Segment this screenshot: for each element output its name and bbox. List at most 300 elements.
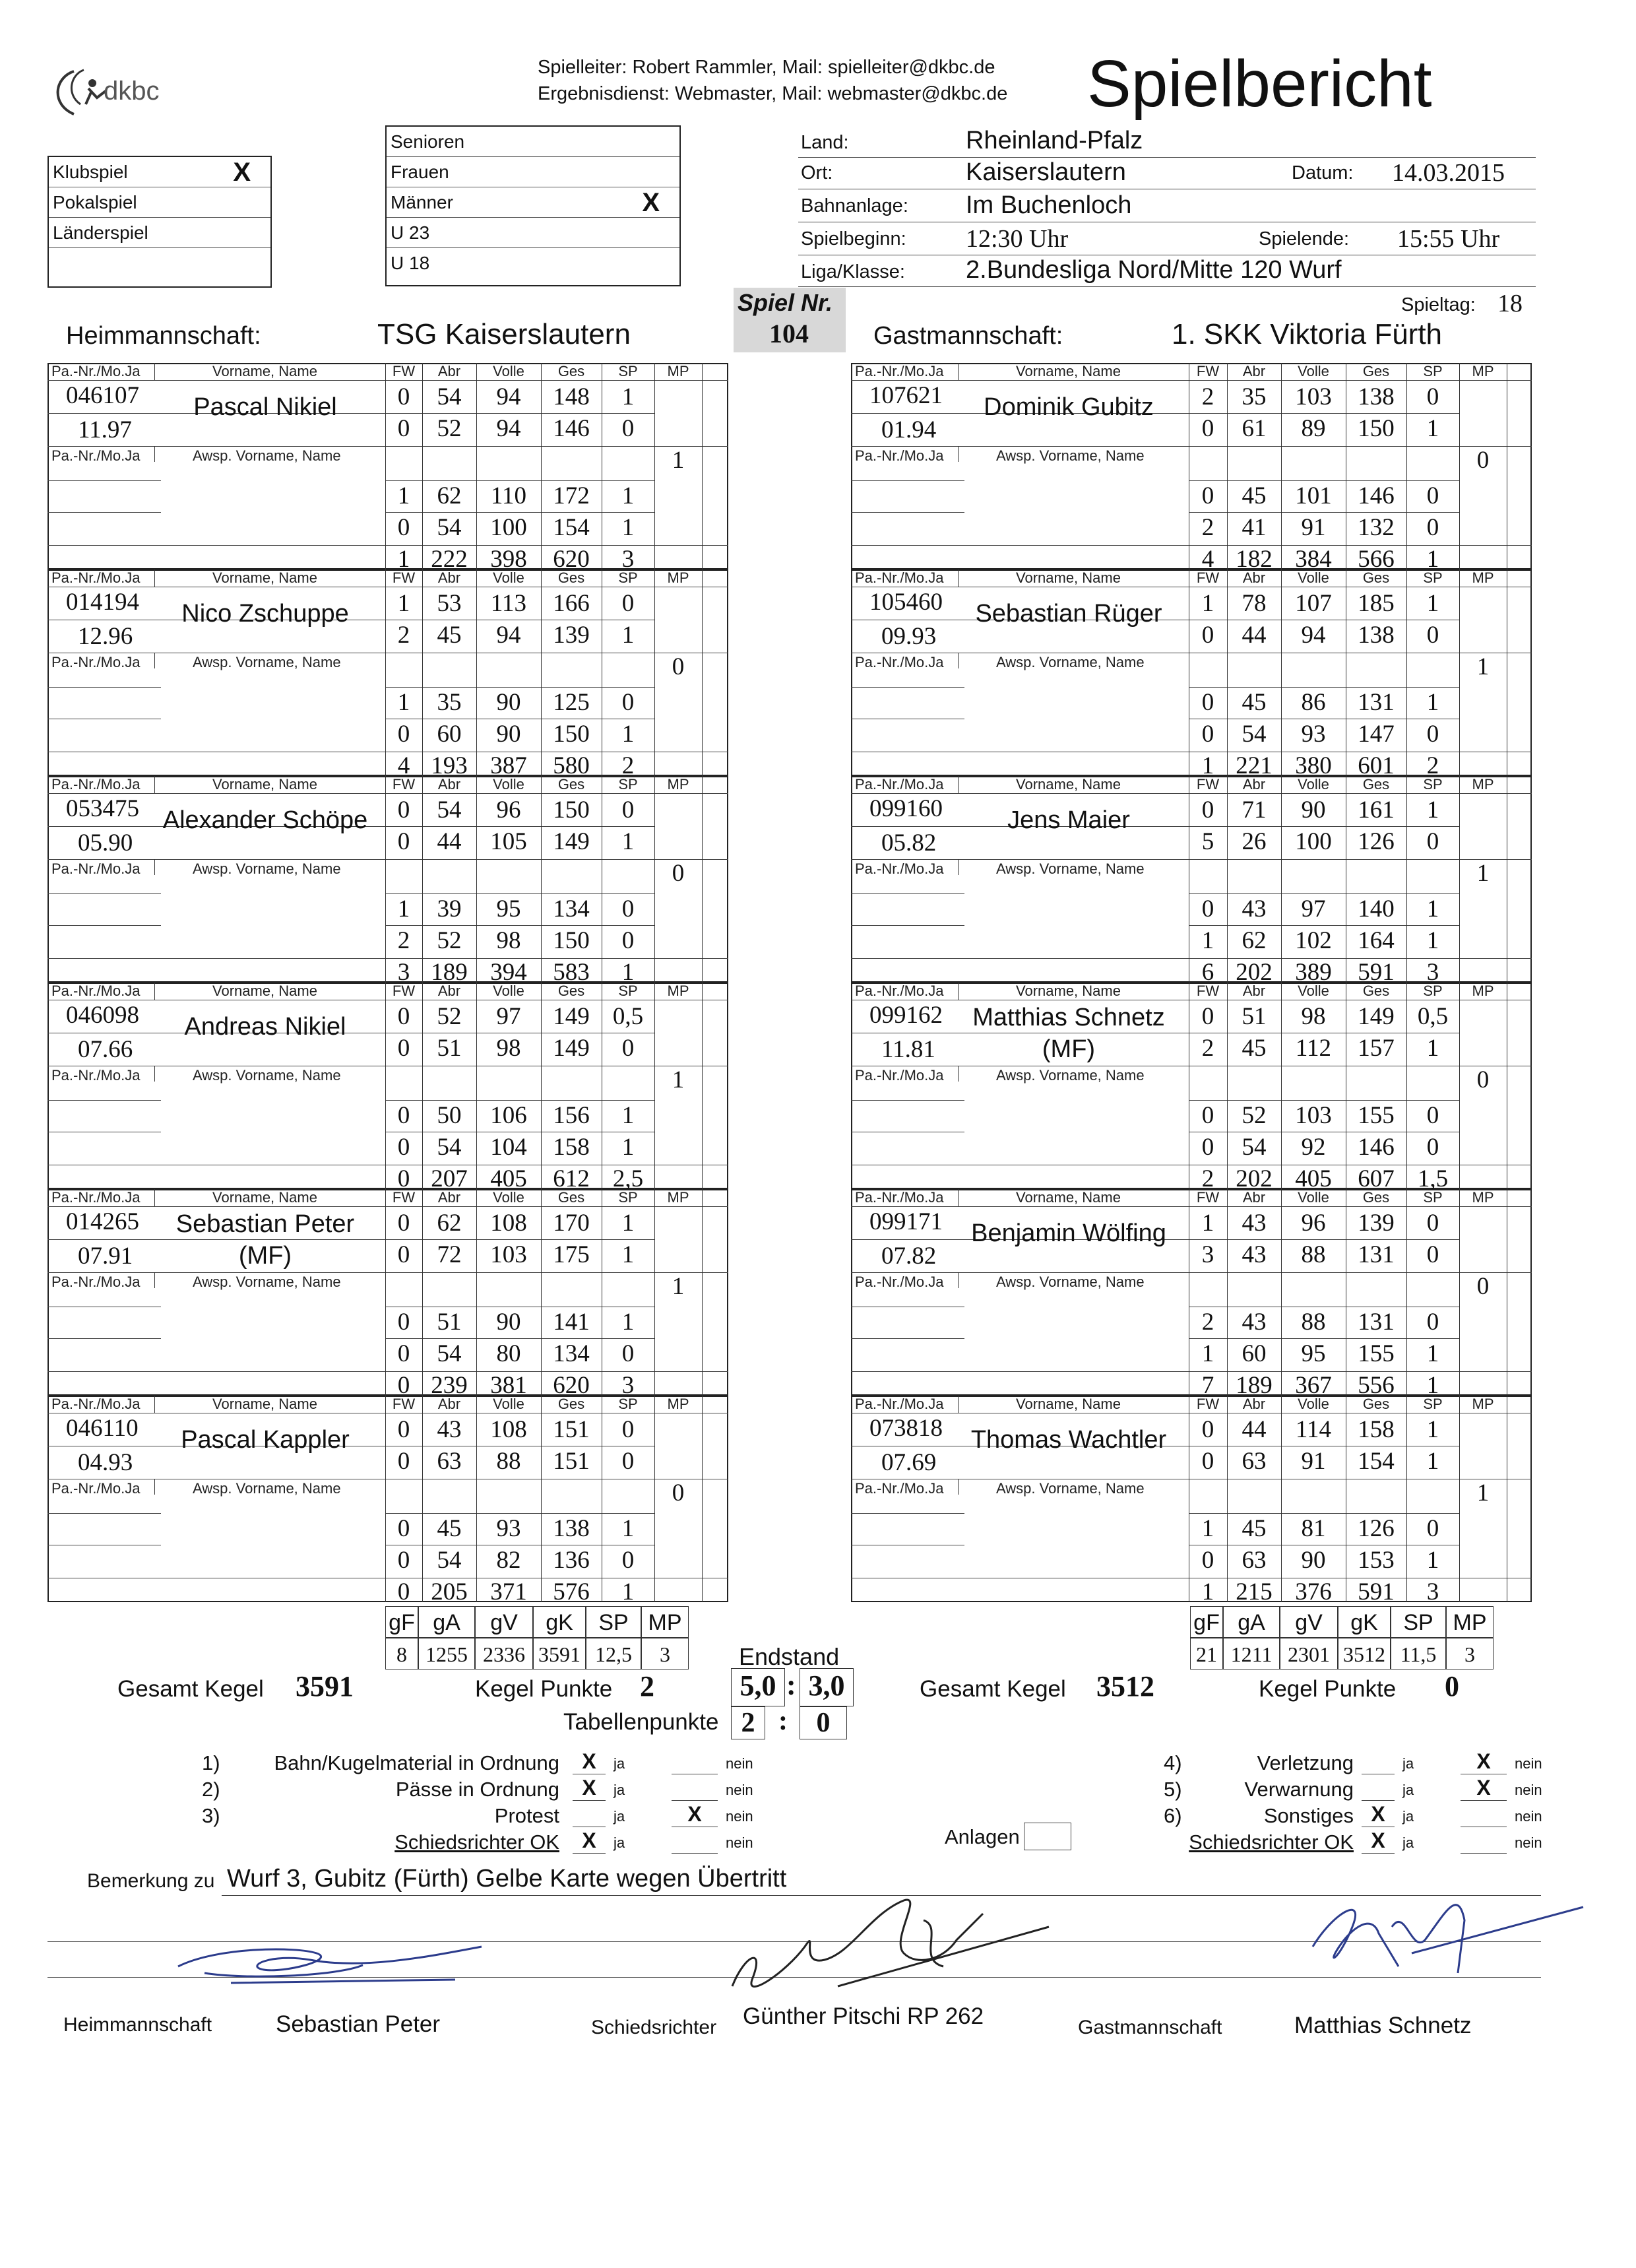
- throw-value: 131: [1358, 689, 1395, 716]
- fw-header: FW: [392, 363, 416, 379]
- throw-value: 44: [1242, 1416, 1267, 1443]
- dkbc-logo: [47, 58, 179, 117]
- throw-value: 1: [1201, 927, 1214, 954]
- sum-value: 3: [1446, 1638, 1494, 1669]
- fw-header: FW: [1196, 569, 1220, 586]
- throw-value: 149: [1358, 1003, 1395, 1030]
- throw-value: 0: [1426, 1210, 1439, 1237]
- check-label: Pässe in Ordnung: [395, 1778, 559, 1801]
- awsp-header: Awsp. Vorname, Name: [996, 654, 1145, 670]
- name-header: Vorname, Name: [212, 776, 317, 793]
- throw-value: 0: [621, 895, 635, 923]
- total-value: 0: [397, 1578, 410, 1605]
- throw-value: 149: [553, 1003, 590, 1030]
- player-name: Pascal Kappler: [181, 1426, 350, 1454]
- total-value: 384: [1295, 546, 1332, 573]
- bemerkung-text: Wurf 3, Gubitz (Fürth) Gelbe Karte wegen Übertritt: [227, 1865, 787, 1893]
- total-value: 607: [1358, 1165, 1395, 1192]
- mp-header: MP: [667, 363, 689, 379]
- player-name: Pascal Nikiel: [193, 393, 337, 421]
- liga-value: 2.Bundesliga Nord/Mitte 120 Wurf: [966, 256, 1342, 284]
- throw-value: 172: [553, 482, 590, 509]
- gesamt-kegel-home-label: Gesamt Kegel: [117, 1676, 264, 1702]
- awsp-header: Awsp. Vorname, Name: [193, 654, 341, 670]
- name-header: Vorname, Name: [1016, 1396, 1121, 1412]
- throw-value: 53: [437, 590, 462, 617]
- throw-value: 54: [1242, 1134, 1267, 1161]
- throw-value: 1: [1426, 1416, 1439, 1443]
- throw-value: 45: [1242, 482, 1267, 509]
- player-name: Alexander Schöpe: [162, 806, 368, 834]
- mp-header: MP: [1472, 1189, 1494, 1206]
- player-pass-nr: 099162: [869, 1002, 943, 1029]
- player-block: [851, 1189, 1532, 1399]
- throw-value: 51: [437, 1309, 462, 1336]
- player-block: [47, 983, 728, 1192]
- throw-value: 54: [437, 1547, 462, 1574]
- sum-value: 1211: [1223, 1638, 1280, 1669]
- sum-header-gk: gK: [1338, 1606, 1391, 1638]
- throw-value: 156: [553, 1102, 590, 1129]
- throw-value: 101: [1295, 482, 1332, 509]
- player-mp: 1: [1476, 653, 1490, 680]
- throw-value: 80: [496, 1340, 521, 1367]
- throw-value: 114: [1295, 1416, 1332, 1443]
- throw-value: 0: [621, 796, 635, 824]
- tabellenpunkte-label: Tabellenpunkte: [563, 1709, 719, 1735]
- throw-value: 161: [1358, 796, 1395, 824]
- abr-header: Abr: [437, 1396, 461, 1412]
- throw-value: 45: [437, 1515, 462, 1542]
- abr-header: Abr: [437, 569, 461, 586]
- match-type-laenderspiel: Länderspiel: [49, 218, 270, 248]
- sign-ref-name: Günther Pitschi RP 262: [743, 2003, 984, 2029]
- player-birth: 11.81: [881, 1036, 935, 1063]
- throw-value: 0: [397, 415, 410, 442]
- logo-text: dkbc: [104, 77, 160, 106]
- throw-value: 1: [1201, 1210, 1214, 1237]
- category-senioren: Senioren: [387, 127, 679, 157]
- check-nein-mark: [1461, 1828, 1507, 1854]
- throw-value: 1: [621, 383, 635, 410]
- check-label: Sonstiges: [1263, 1804, 1354, 1827]
- sum-header-gk: gK: [533, 1606, 586, 1638]
- throw-value: 0: [1201, 1448, 1214, 1475]
- throw-value: 0,5: [1417, 1003, 1449, 1030]
- total-value: 2: [621, 752, 635, 779]
- throw-value: 108: [490, 1416, 527, 1443]
- player-mp: 1: [1476, 1479, 1490, 1507]
- total-value: 3: [621, 1372, 635, 1399]
- pa-nr-header: Pa.-Nr./Mo.Ja: [51, 1480, 141, 1497]
- sum-header-sp: SP: [1391, 1606, 1446, 1638]
- ende-label: Spielende:: [1259, 228, 1350, 249]
- guest-team: 1. SKK Viktoria Fürth: [1172, 318, 1443, 350]
- throw-value: 0: [1426, 383, 1439, 410]
- abr-header: Abr: [1242, 363, 1266, 379]
- sp-header: SP: [618, 1189, 638, 1206]
- throw-value: 43: [1242, 895, 1267, 923]
- total-value: 591: [1358, 959, 1395, 986]
- gesamt-kegel-guest-label: Gesamt Kegel: [920, 1676, 1066, 1702]
- total-value: 620: [553, 546, 590, 573]
- check-ja-mark: X: [1362, 1828, 1395, 1854]
- throw-value: 0: [1426, 514, 1439, 541]
- throw-value: 149: [553, 828, 590, 855]
- pa-nr-header: Pa.-Nr./Mo.Ja: [855, 1067, 944, 1084]
- total-value: 6: [1201, 959, 1214, 986]
- player-block: [47, 569, 728, 779]
- total-value: 207: [431, 1165, 468, 1192]
- throw-value: 51: [1242, 1003, 1267, 1030]
- player-mp: 1: [1476, 860, 1490, 887]
- player-block: [851, 363, 1532, 573]
- throw-value: 45: [1242, 1035, 1267, 1062]
- total-value: 189: [1236, 1372, 1273, 1399]
- volle-header: Volle: [1298, 363, 1329, 379]
- endstand-guest: 3,0: [800, 1668, 854, 1706]
- player-pass-nr: 073818: [869, 1415, 943, 1442]
- throw-value: 52: [1242, 1102, 1267, 1129]
- total-value: 3: [397, 959, 410, 986]
- total-value: 4: [397, 752, 410, 779]
- throw-value: 0: [397, 721, 410, 748]
- throw-value: 45: [1242, 1515, 1267, 1542]
- throw-value: 2: [1201, 514, 1214, 541]
- sp-header: SP: [618, 1396, 638, 1412]
- anlagen-box: [1024, 1823, 1071, 1850]
- total-value: 389: [1295, 959, 1332, 986]
- throw-value: 1: [621, 1210, 635, 1237]
- throw-value: 131: [1358, 1241, 1395, 1268]
- throw-value: 0: [1201, 622, 1214, 649]
- abr-header: Abr: [1242, 1189, 1266, 1206]
- sum-header-sp: SP: [586, 1606, 641, 1638]
- spieltag-value: 18: [1497, 290, 1523, 317]
- throw-value: 107: [1295, 590, 1332, 617]
- volle-header: Volle: [493, 1189, 524, 1206]
- total-value: 1: [1426, 546, 1439, 573]
- ja-label: ja: [614, 1808, 625, 1825]
- check-ja-mark: X: [573, 1775, 606, 1801]
- check-ja-mark: [1362, 1775, 1395, 1801]
- throw-value: 86: [1301, 689, 1326, 716]
- check-ja-mark: [573, 1801, 606, 1827]
- throw-value: 125: [553, 689, 590, 716]
- sign-ref-label: Schiedsrichter: [591, 2017, 717, 2038]
- name-header: Vorname, Name: [212, 1189, 317, 1206]
- throw-value: 155: [1358, 1102, 1395, 1129]
- volle-header: Volle: [493, 363, 524, 379]
- abr-header: Abr: [1242, 776, 1266, 793]
- throw-value: 5: [1201, 828, 1214, 855]
- throw-value: 39: [437, 895, 462, 923]
- mp-header: MP: [1472, 569, 1494, 586]
- total-value: 387: [490, 752, 527, 779]
- volle-header: Volle: [1298, 1189, 1329, 1206]
- throw-value: 1: [621, 1134, 635, 1161]
- sum-header-ga: gA: [418, 1606, 475, 1638]
- throw-value: 1: [1426, 1035, 1439, 1062]
- throw-value: 88: [1301, 1241, 1326, 1268]
- throw-value: 81: [1301, 1515, 1326, 1542]
- throw-value: 0: [1201, 895, 1214, 923]
- throw-value: 103: [1295, 1102, 1332, 1129]
- guest-label: Gastmannschaft:: [873, 322, 1063, 350]
- check-label: Verletzung: [1257, 1751, 1354, 1774]
- spieltag-label: Spieltag:: [1401, 294, 1476, 315]
- throw-value: 0: [1426, 1241, 1439, 1268]
- total-value: 398: [490, 546, 527, 573]
- player-pass-nr: 014265: [66, 1208, 139, 1235]
- throw-value: 1: [397, 590, 410, 617]
- total-value: 591: [1358, 1578, 1395, 1605]
- fw-header: FW: [392, 1189, 416, 1206]
- throw-value: 138: [553, 1515, 590, 1542]
- player-name: Jens Maier: [1007, 806, 1130, 834]
- throw-value: 2: [397, 622, 410, 649]
- throw-value: 150: [1358, 415, 1395, 442]
- ges-header: Ges: [1362, 1189, 1390, 1206]
- total-value: 221: [1236, 752, 1273, 779]
- throw-value: 151: [553, 1448, 590, 1475]
- sum-header-ga: gA: [1223, 1606, 1280, 1638]
- throw-value: 95: [1301, 1340, 1326, 1367]
- throw-value: 102: [1295, 927, 1332, 954]
- throw-value: 185: [1358, 590, 1395, 617]
- pa-nr-header: Pa.-Nr./Mo.Ja: [855, 983, 944, 999]
- throw-value: 98: [496, 927, 521, 954]
- throw-value: 0: [621, 590, 635, 617]
- throw-value: 96: [496, 796, 521, 824]
- ges-header: Ges: [557, 363, 585, 379]
- ja-label: ja: [614, 1755, 625, 1772]
- check-nein-mark: X: [672, 1801, 718, 1827]
- throw-value: 45: [437, 622, 462, 649]
- throw-value: 1: [1426, 590, 1439, 617]
- pa-nr-header: Pa.-Nr./Mo.Ja: [855, 447, 944, 464]
- throw-value: 0: [1201, 482, 1214, 509]
- ges-header: Ges: [557, 1189, 585, 1206]
- endstand-home: 5,0: [731, 1668, 785, 1706]
- total-value: 239: [431, 1372, 468, 1399]
- ja-label: ja: [1402, 1782, 1414, 1798]
- player-mp: 0: [1476, 1273, 1490, 1300]
- player-block: [851, 569, 1532, 779]
- player-mp: 0: [672, 653, 685, 680]
- player-role: (MF): [238, 1242, 292, 1270]
- player-name: Thomas Wachtler: [970, 1426, 1167, 1454]
- player-birth: 07.69: [881, 1449, 937, 1476]
- throw-value: 166: [553, 590, 590, 617]
- volle-header: Volle: [1298, 776, 1329, 793]
- ges-header: Ges: [1362, 776, 1390, 793]
- name-header: Vorname, Name: [1016, 1189, 1121, 1206]
- player-block: [47, 1396, 728, 1605]
- check-nein-mark: [672, 1749, 718, 1774]
- throw-value: 2: [397, 927, 410, 954]
- total-value: 1: [1426, 1372, 1439, 1399]
- throw-value: 158: [553, 1134, 590, 1161]
- ges-header: Ges: [1362, 1396, 1390, 1412]
- total-value: 1: [397, 546, 410, 573]
- throw-value: 0: [1201, 796, 1214, 824]
- player-birth: 07.82: [881, 1243, 937, 1270]
- player-birth: 11.97: [78, 416, 132, 443]
- throw-value: 0: [1201, 1102, 1214, 1129]
- throw-value: 0: [397, 514, 410, 541]
- throw-value: 0: [1426, 482, 1439, 509]
- throw-value: 108: [490, 1210, 527, 1237]
- total-value: 215: [1236, 1578, 1273, 1605]
- sign-home-label: Heimmannschaft: [63, 2014, 212, 2036]
- awsp-header: Awsp. Vorname, Name: [193, 447, 341, 464]
- player-mp: 0: [1476, 447, 1490, 474]
- player-name: Benjamin Wölfing: [971, 1219, 1166, 1247]
- throw-value: 52: [437, 927, 462, 954]
- throw-value: 44: [437, 828, 462, 855]
- total-value: 202: [1236, 959, 1273, 986]
- total-value: 376: [1295, 1578, 1332, 1605]
- player-pass-nr: 014194: [66, 589, 139, 616]
- throw-value: 45: [1242, 689, 1267, 716]
- category-box: [385, 125, 681, 286]
- name-header: Vorname, Name: [212, 569, 317, 586]
- throw-value: 0: [397, 383, 410, 410]
- check-num: 6): [1164, 1804, 1182, 1827]
- ges-header: Ges: [557, 1396, 585, 1412]
- total-value: 580: [553, 752, 590, 779]
- player-mp: 1: [672, 1273, 685, 1300]
- total-value: 405: [1295, 1165, 1332, 1192]
- beginn-value: 12:30 Uhr: [966, 225, 1069, 253]
- throw-value: 97: [496, 1003, 521, 1030]
- fw-header: FW: [392, 569, 416, 586]
- throw-value: 0: [621, 927, 635, 954]
- mp-header: MP: [667, 1396, 689, 1412]
- throw-value: 94: [496, 415, 521, 442]
- throw-value: 1: [1426, 1340, 1439, 1367]
- throw-value: 0: [621, 1416, 635, 1443]
- throw-value: 90: [1301, 1547, 1326, 1574]
- sum-header-mp: MP: [641, 1606, 689, 1638]
- category-u23: U 23: [387, 218, 679, 248]
- mp-header: MP: [1472, 776, 1494, 793]
- total-value: 620: [553, 1372, 590, 1399]
- pa-nr-header: Pa.-Nr./Mo.Ja: [855, 1480, 944, 1497]
- total-value: 601: [1358, 752, 1395, 779]
- throw-value: 93: [1301, 721, 1326, 748]
- throw-value: 0: [1426, 1515, 1439, 1542]
- name-header: Vorname, Name: [212, 983, 317, 999]
- throw-value: 104: [490, 1134, 527, 1161]
- throw-value: 26: [1242, 828, 1267, 855]
- throw-value: 89: [1301, 415, 1326, 442]
- sp-header: SP: [618, 363, 638, 379]
- bahn-label: Bahnanlage:: [801, 195, 908, 216]
- player-block: [851, 776, 1532, 986]
- pa-nr-header: Pa.-Nr./Mo.Ja: [51, 860, 141, 877]
- check-label: Verwarnung: [1244, 1778, 1354, 1801]
- ges-header: Ges: [557, 983, 585, 999]
- mp-header: MP: [667, 983, 689, 999]
- total-value: 1: [1201, 752, 1214, 779]
- pa-nr-header: Pa.-Nr./Mo.Ja: [855, 1189, 944, 1206]
- throw-value: 94: [1301, 622, 1326, 649]
- awsp-header: Awsp. Vorname, Name: [193, 860, 341, 877]
- abr-header: Abr: [437, 776, 461, 793]
- pa-nr-header: Pa.-Nr./Mo.Ja: [51, 447, 141, 464]
- liga-label: Liga/Klasse:: [801, 261, 905, 282]
- throw-value: 164: [1358, 927, 1395, 954]
- player-mp: 0: [672, 1479, 685, 1507]
- total-value: 182: [1236, 546, 1273, 573]
- sum-header-gv: gV: [1280, 1606, 1338, 1638]
- throw-value: 0: [621, 689, 635, 716]
- throw-value: 141: [553, 1309, 590, 1336]
- throw-value: 1: [1426, 1448, 1439, 1475]
- player-name: Nico Zschuppe: [181, 600, 349, 628]
- awsp-header: Awsp. Vorname, Name: [193, 1480, 341, 1497]
- total-value: 3: [621, 546, 635, 573]
- throw-value: 0: [397, 1416, 410, 1443]
- pa-nr-header: Pa.-Nr./Mo.Ja: [855, 860, 944, 877]
- throw-value: 41: [1242, 514, 1267, 541]
- abr-header: Abr: [437, 983, 461, 999]
- throw-value: 90: [1301, 796, 1326, 824]
- throw-value: 153: [1358, 1547, 1395, 1574]
- sp-header: SP: [618, 569, 638, 586]
- throw-value: 0: [1201, 1003, 1214, 1030]
- ja-label: ja: [614, 1834, 625, 1851]
- nein-label: nein: [1515, 1834, 1542, 1851]
- sign-guest-label: Gastmannschaft: [1078, 2017, 1222, 2038]
- player-birth: 05.82: [881, 829, 937, 857]
- tabellenpunkte-home: 2: [731, 1706, 765, 1739]
- throw-value: 2: [1201, 1035, 1214, 1062]
- player-birth: 07.66: [78, 1036, 133, 1063]
- throw-value: 0: [397, 1448, 410, 1475]
- pa-nr-header: Pa.-Nr./Mo.Ja: [51, 1396, 141, 1412]
- total-value: 202: [1236, 1165, 1273, 1192]
- datum-value: 14.03.2015: [1392, 159, 1505, 187]
- home-team: TSG Kaiserslautern: [377, 318, 631, 350]
- throw-value: 1: [621, 622, 635, 649]
- player-pass-nr: 046098: [66, 1002, 139, 1029]
- name-header: Vorname, Name: [212, 1396, 317, 1412]
- throw-value: 157: [1358, 1035, 1395, 1062]
- mp-header: MP: [667, 569, 689, 586]
- throw-value: 0: [1201, 721, 1214, 748]
- throw-value: 154: [1358, 1448, 1395, 1475]
- throw-value: 43: [1242, 1309, 1267, 1336]
- fw-header: FW: [1196, 1396, 1220, 1412]
- throw-value: 1: [621, 721, 635, 748]
- throw-value: 1: [621, 482, 635, 509]
- player-mp: 1: [672, 447, 685, 474]
- total-value: 2: [1201, 1165, 1214, 1192]
- total-value: 2: [1426, 752, 1439, 779]
- total-value: 612: [553, 1165, 590, 1192]
- fw-header: FW: [392, 983, 416, 999]
- total-value: 1: [1201, 1578, 1214, 1605]
- anlagen-label: Anlagen: [945, 1825, 1020, 1848]
- results-line: Ergebnisdienst: Webmaster, Mail: webmaster@dkbc.de: [538, 83, 1008, 104]
- throw-value: 126: [1358, 1515, 1395, 1542]
- throw-value: 170: [553, 1210, 590, 1237]
- check-ja-mark: X: [1362, 1801, 1395, 1827]
- total-value: 380: [1295, 752, 1332, 779]
